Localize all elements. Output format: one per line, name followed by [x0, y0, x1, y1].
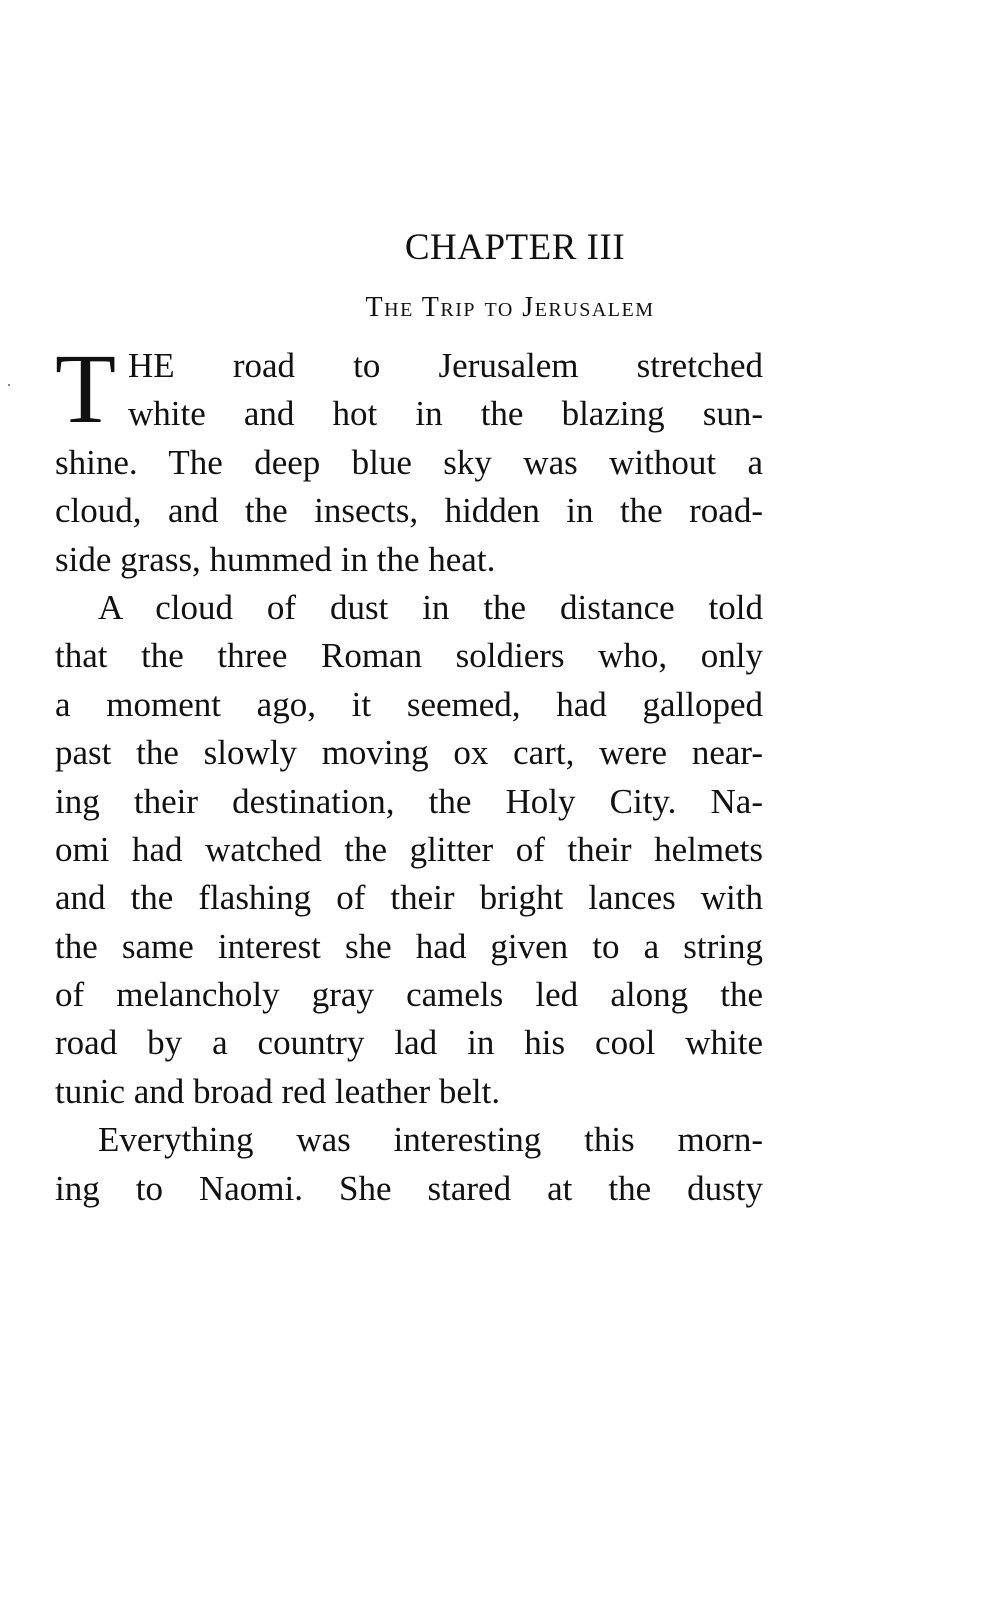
text-line: omi had watched the glitter of their helmets: [55, 829, 763, 869]
text-line: ing to Naomi. She stared at the dusty: [55, 1168, 763, 1208]
paragraph-2: [55, 584, 763, 1116]
text-line: HE road to Jerusalem stretched: [128, 346, 763, 385]
text-line: road by a country lad in his cool white: [55, 1023, 763, 1063]
text-line: white and hot in the blazing sun-: [128, 394, 763, 434]
chapter-heading: [0, 226, 1000, 269]
chapter-heading-text: CHAPTER III: [404, 227, 626, 268]
paragraph-3: [55, 1116, 763, 1213]
text-line: of melancholy gray camels led along the: [55, 975, 763, 1015]
text-line: Everything was interesting this morn-: [98, 1120, 763, 1160]
body-text: [55, 333, 763, 1213]
text-line: tunic and broad red leather belt.: [55, 1071, 501, 1111]
text-line: that the three Roman soldiers who, only: [55, 636, 763, 676]
paragraph-1: [55, 333, 763, 584]
text-line: ing their destination, the Holy City. Na-: [55, 781, 763, 821]
text-line: shine. The deep blue sky was without a: [55, 442, 763, 482]
text-line: the same interest she had given to a string: [55, 926, 763, 966]
text-line: a moment ago, it seemed, had galloped: [55, 684, 763, 724]
chapter-title: [0, 292, 1000, 324]
text-line: A cloud of dust in the distance told: [98, 587, 763, 627]
drop-cap: T: [55, 333, 117, 444]
text-line: side grass, hummed in the heat.: [55, 539, 496, 579]
text-line: and the flashing of their bright lances with: [55, 878, 763, 918]
text-line: past the slowly moving ox cart, were near-: [55, 733, 763, 773]
margin-speck: [8, 384, 10, 386]
chapter-title-text: The Trip to Jerusalem: [365, 292, 655, 323]
text-line: cloud, and the insects, hidden in the road-: [55, 491, 763, 531]
